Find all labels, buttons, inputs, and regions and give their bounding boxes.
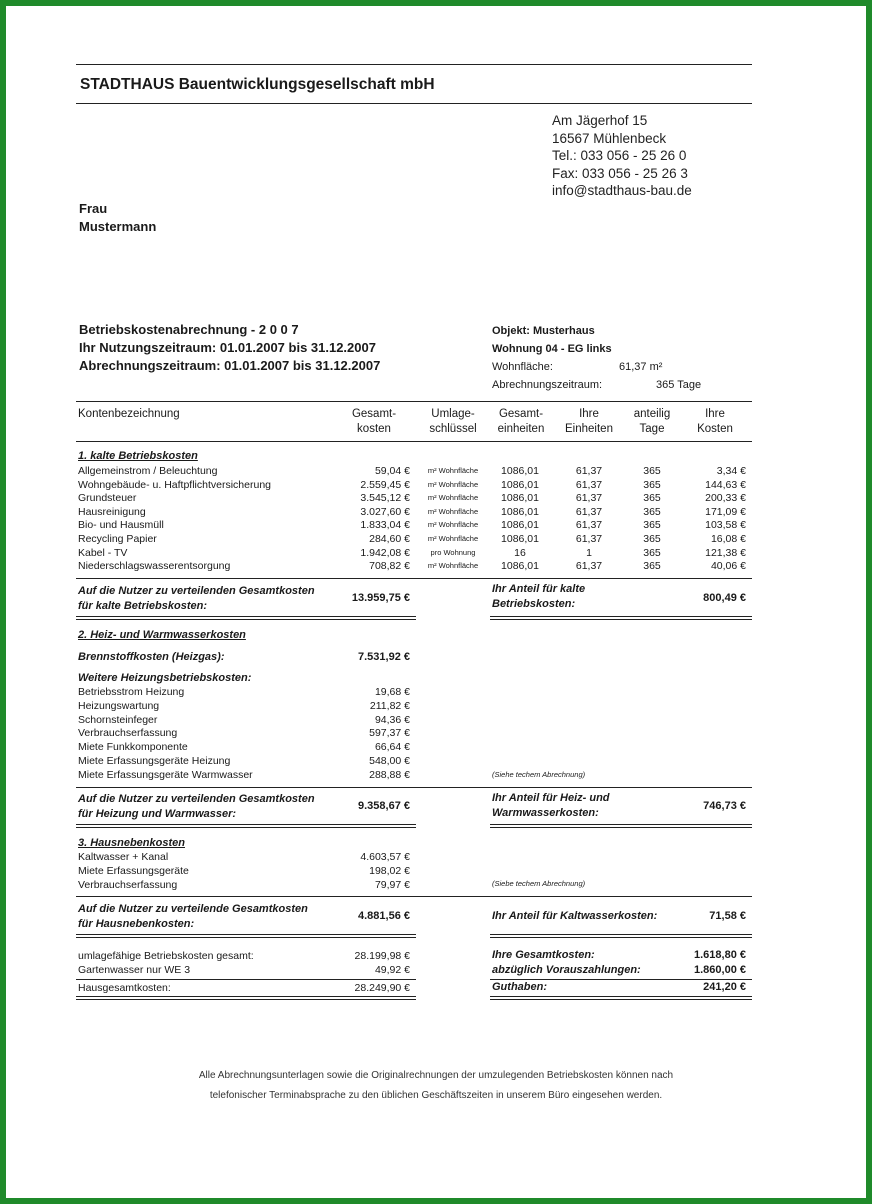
- row-name: Betriebsstrom Heizung: [78, 686, 185, 698]
- table-row: [6, 518, 866, 532]
- table-row: [6, 713, 866, 727]
- fuel-value: 7.531,92 €: [358, 651, 410, 663]
- row-name: Recycling Papier: [78, 533, 157, 545]
- garden-value: 49,92 €: [374, 964, 410, 976]
- table-row: [6, 532, 866, 546]
- row-your-units: 1: [586, 546, 592, 559]
- row-your-units: 61,37: [575, 533, 603, 545]
- row-days: 365: [643, 465, 661, 477]
- row-name: Niederschlagswasserentsorgung: [78, 560, 231, 573]
- row-total-units: 1086,01: [501, 478, 539, 491]
- row-name: Bio- und Hausmüll: [78, 519, 164, 532]
- table-row: [6, 685, 866, 699]
- address-street: Am Jägerhof 15: [552, 113, 648, 128]
- row-days: 365: [643, 505, 661, 518]
- row-total: 66,64 €: [374, 741, 410, 754]
- table-row: [6, 864, 866, 878]
- section1-share-value: 800,49 €: [703, 592, 746, 604]
- address-fax: Fax: 033 056 - 25 26 3: [552, 165, 688, 181]
- table-header-rule: [76, 441, 752, 442]
- row-key: m² Wohnfläche: [427, 520, 479, 530]
- row-total-units: 1086,01: [501, 519, 539, 532]
- row-your-cost: 171,09 €: [705, 505, 746, 518]
- table-top-rule: [76, 401, 752, 402]
- totals-rule-right: [490, 979, 752, 980]
- table-row: [6, 878, 866, 892]
- address-city: 16567 Mühlenbeck: [552, 130, 667, 146]
- row-days: 365: [643, 519, 661, 532]
- section1-sum-rule: [76, 578, 752, 579]
- recipient-salutation: Frau: [79, 201, 108, 216]
- row-total-units: 16: [514, 546, 526, 559]
- section3-title: 3. Hausnebenkosten: [78, 837, 185, 849]
- section1-share-label: Ihr Anteil für kalte Betriebskosten:: [492, 583, 586, 610]
- row-name: Grundsteuer: [78, 492, 137, 505]
- row-name: Hausreinigung: [78, 505, 146, 518]
- row-name: Heizungswartung: [78, 699, 160, 712]
- section3-share-value: 71,58 €: [709, 910, 746, 922]
- row-your-cost: 103,58 €: [705, 519, 746, 532]
- row-total: 2.559,45 €: [360, 478, 410, 491]
- row-name: Verbrauchserfassung: [78, 878, 178, 891]
- your-total-label: Ihre Gesamtkosten:: [492, 949, 595, 961]
- row-name: Allgemeinstrom / Beleuchtung: [78, 465, 218, 477]
- col-total: Gesamt- kosten: [351, 408, 397, 435]
- section1-sum-label: Auf die Nutzer zu verteilenden Gesamtkosten für kalte Betriebskosten:: [78, 585, 315, 612]
- row-total: 708,82 €: [369, 560, 410, 573]
- area-value: 61,37 m²: [619, 361, 663, 373]
- col-account: Kontenbezeichnung: [78, 408, 180, 420]
- object-name: Objekt: Musterhaus: [492, 325, 595, 337]
- section2-sum-rule: [76, 787, 752, 788]
- row-name: Kaltwasser + Kanal: [78, 851, 169, 863]
- totals-double-rule-right: [490, 996, 752, 1000]
- row-key: m² Wohnfläche: [427, 506, 479, 516]
- house-total-label: Hausgesamtkosten:: [78, 982, 171, 994]
- row-total: 211,82 €: [369, 699, 410, 712]
- allocable-label: umlagefähige Betriebskosten gesamt:: [78, 950, 254, 962]
- billing-period: Abrechnungszeitraum: 01.01.2007 bis 31.12.2007: [79, 358, 381, 373]
- row-your-units: 61,37: [575, 505, 603, 518]
- table-row: [6, 505, 866, 519]
- row-your-cost: 40,06 €: [710, 560, 746, 573]
- row-total: 4.603,57 €: [360, 851, 410, 863]
- row-total: 284,60 €: [369, 533, 410, 545]
- usage-period: Ihr Nutzungszeitraum: 01.01.2007 bis 31.12.2007: [79, 340, 376, 355]
- statement-heading: [79, 321, 380, 375]
- address-tel: Tel.: 033 056 - 25 26 0: [552, 148, 687, 163]
- row-days: 365: [643, 533, 661, 545]
- row-name: Wohngebäude- u. Haftpflichtversicherung: [78, 478, 272, 491]
- row-total: 3.027,60 €: [360, 505, 410, 518]
- section2-double-rule-left: [76, 824, 416, 828]
- row-total: 288,88 €: [369, 768, 410, 781]
- object-period: [492, 376, 722, 394]
- row-your-cost: 200,33 €: [705, 492, 746, 505]
- section1-double-rule-right: [490, 616, 752, 620]
- row-key: m² Wohnfläche: [427, 561, 479, 571]
- recipient: [79, 200, 156, 236]
- row-your-units: 61,37: [575, 519, 603, 532]
- section3-double-rule-left: [76, 934, 416, 938]
- row-your-cost: 121,38 €: [705, 546, 746, 559]
- row-total: 59,04 €: [374, 465, 410, 477]
- table-row: [6, 850, 866, 864]
- row-your-units: 61,37: [575, 465, 603, 477]
- row-total-units: 1086,01: [501, 465, 539, 477]
- section2-note: (Siehe techem Abrechnung): [492, 770, 586, 779]
- row-your-units: 61,37: [575, 492, 603, 505]
- row-your-units: 61,37: [575, 560, 603, 573]
- col-total-units: Gesamt- einheiten: [497, 408, 545, 435]
- row-total-units: 1086,01: [501, 505, 539, 518]
- company-name: STADTHAUS Bauentwicklungsgesellschaft mbH: [80, 76, 435, 93]
- row-days: 365: [643, 478, 661, 491]
- row-total: 548,00 €: [369, 755, 410, 767]
- table-row: [6, 768, 866, 782]
- row-key: m² Wohnfläche: [427, 534, 479, 543]
- row-name: Miete Erfassungsgeräte Warmwasser: [78, 768, 253, 781]
- section2-sum-label: Auf die Nutzer zu verteilenden Gesamtkosten für Heizung und Warmwasser:: [78, 793, 315, 820]
- prepay-label: abzüglich Vorauszahlungen:: [492, 964, 641, 976]
- row-total: 597,37 €: [369, 727, 410, 740]
- table-row: [6, 491, 866, 505]
- section2-share-value: 746,73 €: [703, 800, 746, 812]
- totals-rule-left: [76, 979, 416, 980]
- section1-double-rule-left: [76, 616, 416, 620]
- sender-address: [552, 112, 692, 200]
- section1-title: 1. kalte Betriebskosten: [78, 450, 198, 462]
- header-bottom-rule: [76, 103, 752, 104]
- row-name: Schornsteinfeger: [78, 713, 158, 726]
- row-key: m² Wohnfläche: [427, 466, 479, 475]
- table-row: [6, 464, 866, 478]
- row-name: Miete Erfassungsgeräte: [78, 864, 189, 877]
- row-total: 94,36 €: [374, 713, 410, 726]
- row-total-units: 1086,01: [501, 533, 539, 545]
- row-total: 1.833,04 €: [360, 519, 410, 532]
- table-row: [6, 546, 866, 560]
- col-key: Umlage- schlüssel: [429, 408, 477, 435]
- document-page: [6, 6, 866, 1198]
- section2-title: 2. Heiz- und Warmwasserkosten: [78, 629, 246, 641]
- credit-value: 241,20 €: [703, 981, 746, 993]
- object-info: [492, 322, 722, 394]
- recipient-name: Mustermann: [79, 219, 157, 234]
- statement-title: Betriebskostenabrechnung - 2 0 0 7: [79, 322, 299, 337]
- row-key: m² Wohnfläche: [427, 479, 479, 489]
- address-email: info@stadthaus-bau.de: [552, 183, 692, 198]
- section1-sum-total: 13.959,75 €: [351, 592, 410, 604]
- footer-note: [66, 1066, 806, 1106]
- row-total: 19,68 €: [374, 686, 410, 698]
- prepay-value: 1.860,00 €: [694, 964, 746, 976]
- col-your-costs: Ihre Kosten: [697, 408, 733, 435]
- section3-sum-total: 4.881,56 €: [358, 910, 410, 922]
- credit-label: Guthaben:: [492, 981, 547, 993]
- row-total-units: 1086,01: [501, 560, 539, 573]
- row-name: Miete Erfassungsgeräte Heizung: [78, 755, 231, 767]
- section3-sum-rule: [76, 896, 752, 897]
- row-total-units: 1086,01: [501, 492, 539, 505]
- row-total: 3.545,12 €: [360, 492, 410, 505]
- row-key: pro Wohnung: [430, 547, 476, 557]
- row-key: m² Wohnfläche: [427, 493, 479, 503]
- row-days: 365: [643, 546, 661, 559]
- row-your-cost: 3,34 €: [716, 465, 746, 477]
- footer-line2: telefonischer Terminabsprache zu den üblichen Geschäftszeiten in unserem Büro eingesehen werden.: [209, 1090, 663, 1101]
- row-name: Kabel - TV: [78, 546, 128, 559]
- allocable-value: 28.199,98 €: [354, 950, 410, 962]
- house-total-value: 28.249,90 €: [354, 982, 410, 994]
- table-row: [6, 740, 866, 754]
- table-row: [6, 726, 866, 740]
- section2-double-rule-right: [490, 824, 752, 828]
- fuel-label: Brennstoffkosten (Heizgas):: [78, 651, 225, 663]
- table-row: [6, 478, 866, 492]
- row-total: 198,02 €: [369, 864, 410, 877]
- period-value: 365 Tage: [656, 379, 702, 391]
- table-row: [6, 559, 866, 573]
- section3-share-label: Ihr Anteil für Kaltwasserkosten:: [492, 910, 658, 922]
- garden-label: Gartenwasser nur WE 3: [78, 964, 191, 976]
- row-name: Miete Funkkomponente: [78, 741, 188, 754]
- row-your-cost: 16,08 €: [710, 533, 746, 545]
- row-days: 365: [643, 560, 661, 573]
- area-label: Wohnfläche:: [492, 361, 553, 373]
- table-row: [6, 699, 866, 713]
- totals-double-rule-left: [76, 996, 416, 1000]
- section2-share-label: Ihr Anteil für Heiz- und Warmwasserkosten:: [492, 792, 610, 819]
- row-name: Verbrauchserfassung: [78, 727, 178, 740]
- col-your-units: Ihre Einheiten: [565, 408, 613, 435]
- section3-double-rule-right: [490, 934, 752, 938]
- footer-line1: Alle Abrechnungsunterlagen sowie die Originalrechnungen der umzulegenden Betriebskosten können nach: [198, 1070, 674, 1081]
- col-days: anteilig Tage: [633, 408, 671, 435]
- further-title: Weitere Heizungsbetriebskosten:: [78, 672, 252, 684]
- table-row: [6, 754, 866, 768]
- section3-sum-label: Auf die Nutzer zu verteilende Gesamtkosten für Hausnebenkosten:: [78, 903, 308, 930]
- period-label: Abrechnungszeitraum:: [492, 379, 603, 391]
- section3-note: (Siebe techem Abrechnung): [492, 879, 586, 888]
- row-your-cost: 144,63 €: [705, 478, 746, 491]
- row-total: 1.942,08 €: [360, 546, 410, 559]
- header-top-rule: [76, 64, 752, 65]
- object-unit: Wohnung 04 - EG links: [492, 343, 612, 355]
- your-total-value: 1.618,80 €: [694, 949, 746, 961]
- object-area: [492, 358, 722, 376]
- row-days: 365: [643, 492, 661, 505]
- row-your-units: 61,37: [575, 478, 603, 491]
- row-total: 79,97 €: [374, 878, 410, 891]
- section2-sum-total: 9.358,67 €: [358, 800, 410, 812]
